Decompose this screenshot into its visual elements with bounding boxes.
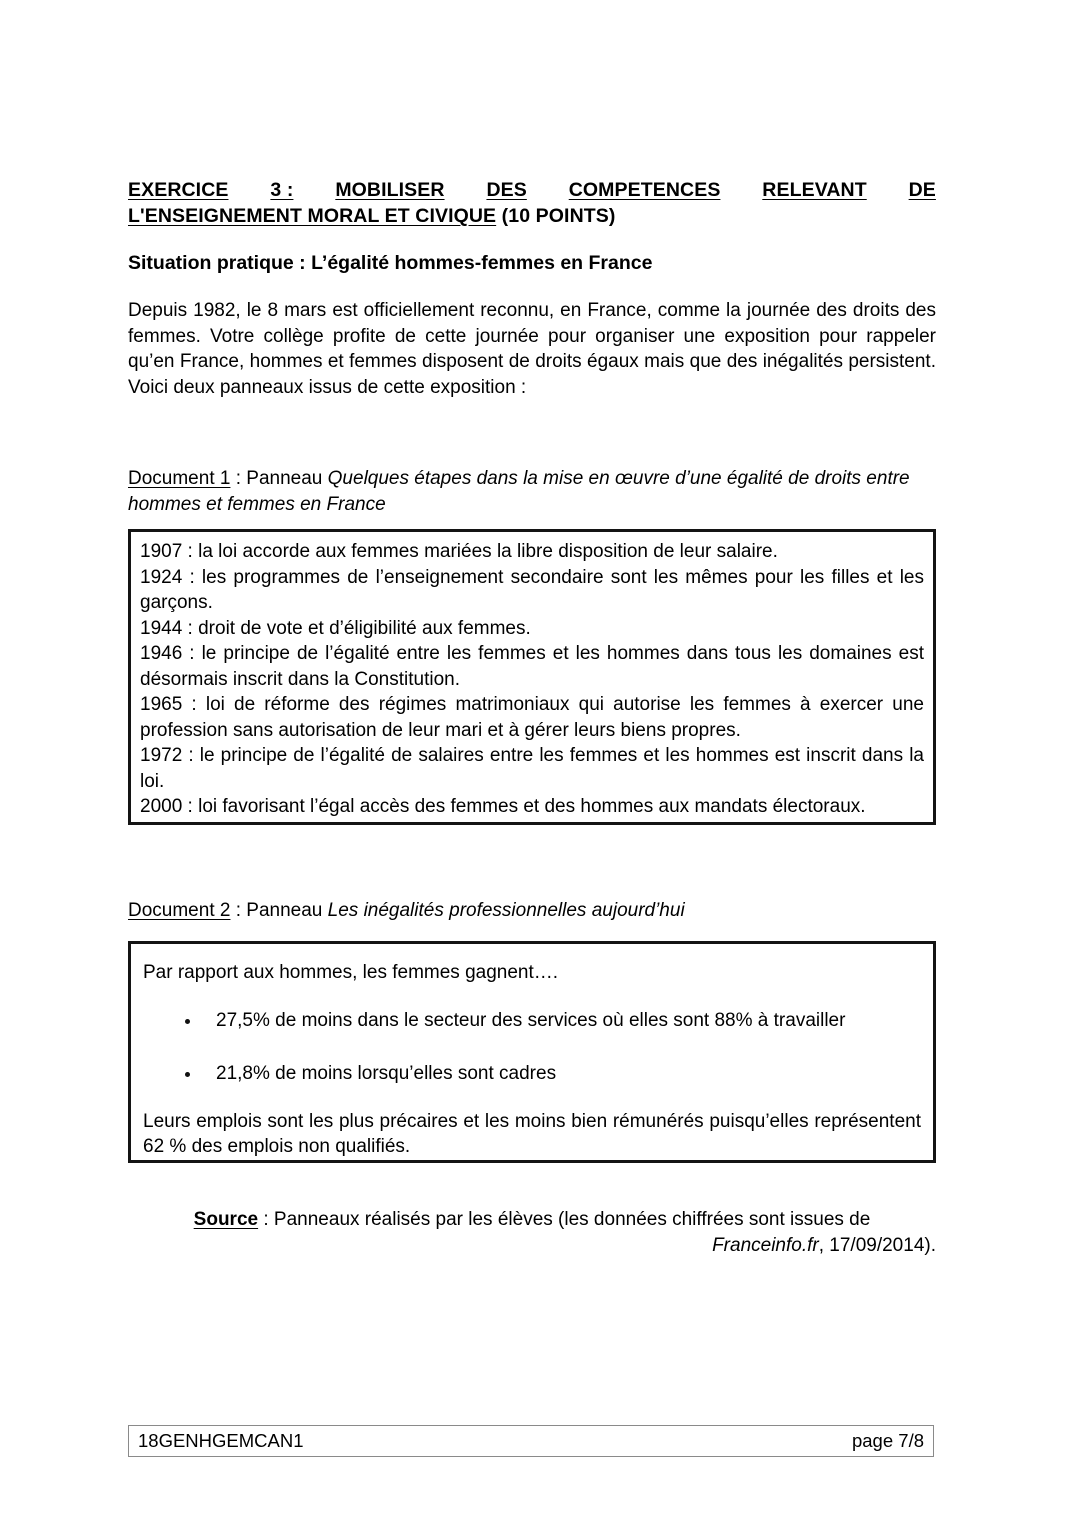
list-item-label: 21,8% de moins lorsqu’elles sont cadres [216, 1063, 557, 1084]
document-2-panel-title: Les inégalités professionnelles aujourd’hui [327, 900, 685, 921]
document-1-panel-title: Quelques étapes dans la mise en œuvre d’une égalité de droits entre hommes et femmes en France [128, 468, 910, 515]
timeline-entry: 1965 : loi de réforme des régimes matrimoniaux qui autorise les femmes à exercer une profession sans autorisation de leur mari et à gérer leurs biens propres. [140, 694, 924, 741]
timeline-entry: 1924 : les programmes de l’enseignement secondaire sont les mêmes pour les filles et les garçons. [140, 566, 924, 613]
source-line-2-tail: , 17/09/2014). [818, 1235, 936, 1256]
bullet-dot-icon [185, 1019, 190, 1024]
source-line-2 [128, 1233, 936, 1259]
timeline-entry: 2000 : loi favorisant l’égal accès des femmes et des hommes aux mandats électoraux. [140, 796, 866, 817]
exercise-points: (10 POINTS) [496, 205, 616, 227]
exercise-title-line-2 [128, 203, 936, 229]
document-1-label: Document 1 [128, 468, 231, 489]
list-item [143, 1008, 921, 1034]
timeline-entry: 1944 : droit de vote et d’éligibilité aux femmes. [140, 617, 531, 639]
title-word-relevant: RELEVANT [762, 179, 867, 201]
document-2-lead-text: Par rapport aux hommes, les femmes gagnent…. [143, 962, 559, 983]
source-line-1 [128, 1207, 936, 1233]
document-1-heading [128, 466, 936, 518]
list-item-label: 27,5% de moins dans le secteur des services où elles sont 88% à travailler [216, 1009, 846, 1031]
timeline-entry: 1972 : le principe de l’égalité de salaires entre les femmes et les hommes est inscrit dans la loi. [140, 745, 924, 792]
footer-exam-code: 18GENHGEMCAN1 [138, 1430, 304, 1451]
title-word-exercice: EXERCICE [128, 179, 229, 201]
document-2-heading [128, 898, 936, 924]
title-word-des: DES [486, 179, 527, 201]
document-1-box [128, 529, 936, 825]
title-word-mobiliser: MOBILISER [335, 179, 445, 201]
title-word-competences: COMPETENCES [568, 179, 721, 201]
source-attribution [128, 1207, 936, 1259]
exercise-title [128, 177, 936, 229]
timeline-entry: 1907 : la loi accorde aux femmes mariées la libre disposition de leur salaire. [140, 541, 778, 562]
intro-paragraph: Depuis 1982, le 8 mars est officiellement reconnu, en France, comme la journée des droits des femmes. Votre collège profite de cette journée pour organiser une exposition pour rappeler qu’en France, hommes et femmes disposent de droits égaux mais que des inégalités persistent. Voici deux panneaux issus de cette exposition : [128, 300, 936, 398]
document-2-box [128, 941, 936, 1163]
source-label: Source [193, 1209, 259, 1230]
bullet-dot-icon [185, 1072, 190, 1077]
document-2-tail-text: Leurs emplois sont les plus précaires et les moins bien rémunérés puisqu’elles représentent 62 % des emplois non qualifiés. [143, 1110, 921, 1157]
list-item [143, 1061, 921, 1087]
page-footer [128, 1425, 934, 1457]
title-word-de: DE [908, 179, 936, 201]
document-page [128, 0, 936, 1527]
exercise-title-underlined-tail: L'ENSEIGNEMENT MORAL ET CIVIQUE [128, 205, 497, 227]
source-site-name: Franceinfo.fr [712, 1235, 819, 1256]
document-2-bullet-list [143, 1008, 921, 1087]
document-1-separator: : Panneau [230, 468, 328, 489]
exercise-title-line-1 [128, 177, 936, 203]
source-line-1-text: : Panneaux réalisés par les élèves (les données chiffrées sont issues de [258, 1209, 871, 1230]
timeline-entry: 1946 : le principe de l’égalité entre les femmes et les hommes dans tous les domaines est désormais inscrit dans la Constitution. [140, 643, 924, 690]
document-2-separator: : Panneau [230, 900, 328, 921]
situation-heading: Situation pratique : L’égalité hommes-femmes en France [128, 252, 653, 274]
document-2-label: Document 2 [128, 900, 231, 921]
title-word-number: 3 : [270, 179, 294, 201]
footer-page-number: page 7/8 [851, 1430, 924, 1451]
